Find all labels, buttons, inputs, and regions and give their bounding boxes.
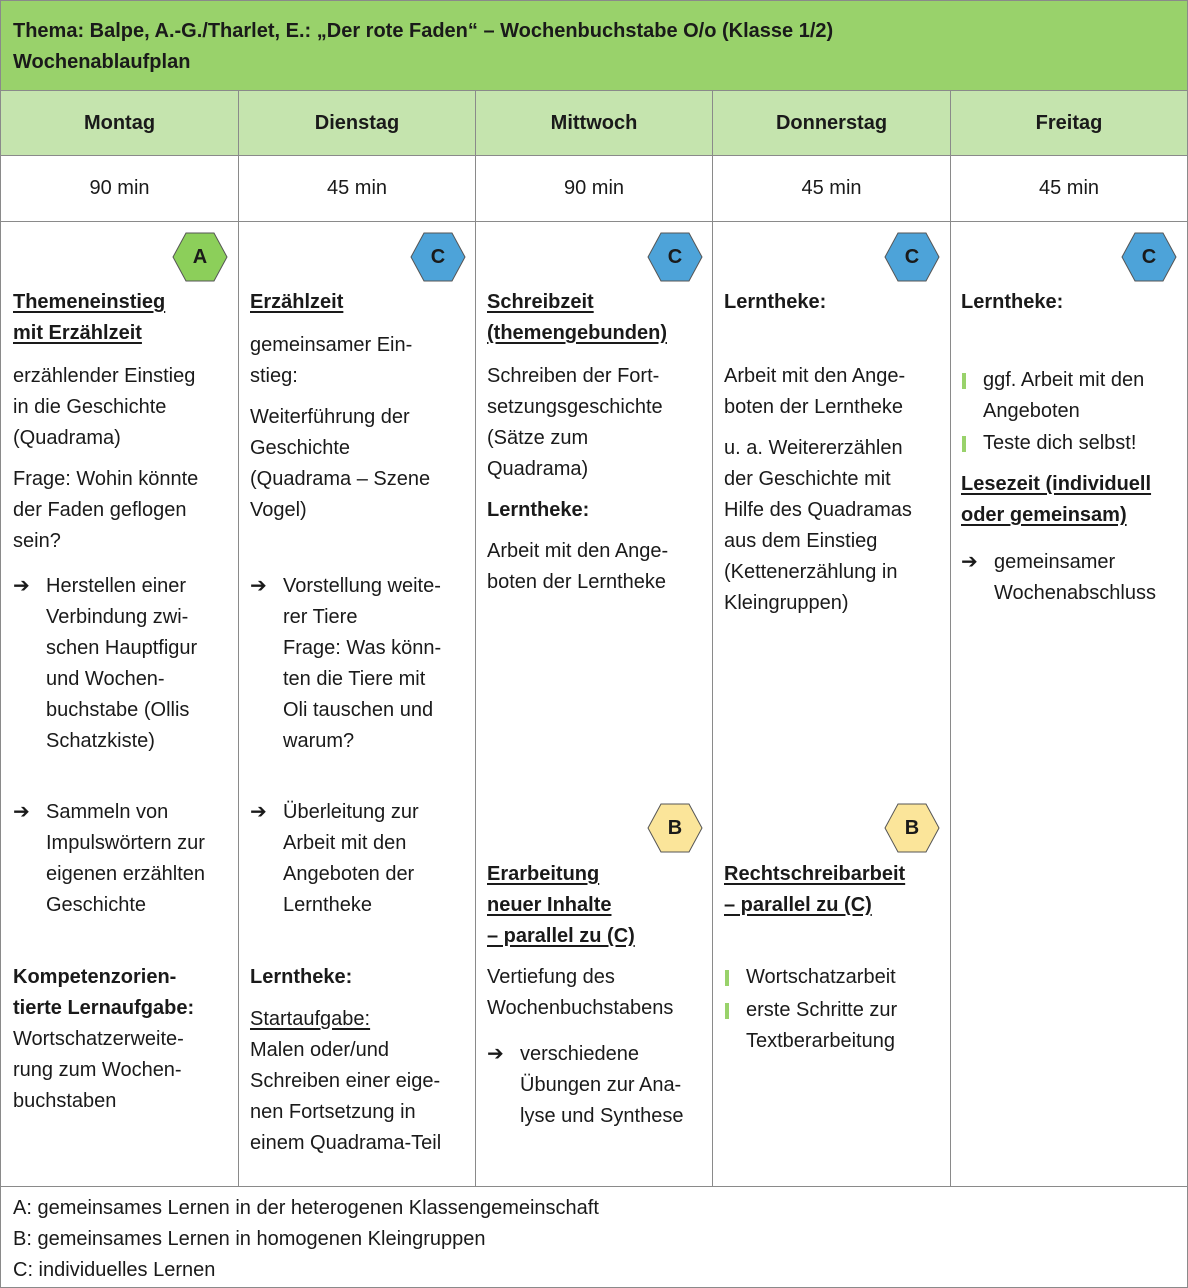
theme-title: Thema: Balpe, A.-G./Tharlet, E.: „Der rote Faden“ – Wochenbuchstabe O/o (Klasse 1/2) bbox=[13, 20, 834, 42]
text-block: erzählender Einstieg in die Geschichte (Quadrama) bbox=[13, 365, 196, 449]
section-heading: Erarbeitung neuer Inhalte – parallel zu (C) bbox=[487, 863, 635, 947]
green-bullet-icon bbox=[725, 1003, 729, 1019]
text-block: Arbeit mit den Ange- boten der Lerntheke bbox=[487, 540, 669, 593]
section-heading: Lerntheke: bbox=[961, 291, 1064, 313]
badge-label: B bbox=[667, 816, 683, 839]
arrow-right-icon: ➔ bbox=[250, 801, 267, 823]
badge-label: A bbox=[192, 245, 208, 268]
text-block: Weiterführung der Geschichte (Quadrama – Szene Vogel) bbox=[250, 406, 431, 521]
duration-thursday: 45 min bbox=[713, 156, 951, 221]
section-heading: Kompetenzorien- tierte Lernaufgabe: bbox=[13, 966, 195, 1019]
badge-label: B bbox=[904, 816, 920, 839]
list-item: Teste dich selbst! bbox=[983, 432, 1137, 454]
green-bullet-icon bbox=[725, 970, 729, 986]
badge-c-hexagon-icon bbox=[410, 232, 466, 282]
badge-c-hexagon-icon bbox=[1121, 232, 1177, 282]
day-wednesday: Mittwoch bbox=[476, 91, 713, 155]
text-block: u. a. Weitererzählen der Geschichte mit Hilfe des Quadramas aus dem Einstieg (Kettenerzählung in Kleingruppen) bbox=[724, 437, 912, 614]
legend-item-c: C: individuelles Lernen bbox=[13, 1259, 216, 1281]
text-block: Arbeit mit den Ange- boten der Lerntheke bbox=[724, 365, 906, 418]
content-row bbox=[1, 222, 1187, 1187]
badge-label: C bbox=[430, 245, 446, 268]
weekday-header-row bbox=[1, 91, 1187, 156]
list-item: erste Schritte zur Textberarbeitung bbox=[746, 999, 898, 1052]
duration-friday: 45 min bbox=[1038, 177, 1100, 199]
arrow-item: Sammeln von Impulswörtern zur eigenen erzählten Geschichte bbox=[46, 801, 206, 916]
list-item: ggf. Arbeit mit den Angeboten bbox=[983, 369, 1145, 422]
green-bullet-icon bbox=[962, 373, 966, 389]
section-heading: Lerntheke: bbox=[487, 499, 590, 521]
badge-c-hexagon-icon bbox=[884, 232, 940, 282]
section-heading: Themeneinstieg mit Erzählzeit bbox=[13, 291, 166, 344]
section-heading: Erzählzeit bbox=[250, 291, 344, 313]
section-heading: Lerntheke: bbox=[250, 966, 353, 988]
badge-label: C bbox=[904, 245, 920, 268]
column-monday bbox=[1, 222, 239, 1186]
day-tuesday: Dienstag bbox=[239, 91, 476, 155]
text-block: Vertiefung des Wochenbuchstabens bbox=[487, 966, 674, 1019]
column-tuesday bbox=[239, 222, 476, 1186]
arrow-item: gemeinsamer Wochenabschluss bbox=[994, 551, 1156, 604]
text-block: Schreiben der Fort- setzungsgeschichte (Sätze zum Quadrama) bbox=[487, 365, 663, 480]
section-heading: Rechtschreibarbeit – parallel zu (C) bbox=[724, 863, 906, 916]
duration-row bbox=[1, 156, 1187, 222]
arrow-item: Überleitung zur Arbeit mit den Angeboten der Lerntheke bbox=[283, 801, 419, 916]
text-block: gemeinsamer Ein- stieg: bbox=[250, 334, 413, 387]
arrow-item: Vorstellung weite- rer Tiere Frage: Was könn- ten die Tiere mit Oli tauschen und warum? bbox=[283, 575, 442, 752]
day-friday: Freitag bbox=[1035, 111, 1103, 134]
day-thursday: Donnerstag bbox=[713, 91, 951, 155]
arrow-item: Herstellen einer Verbindung zwi- schen Hauptfigur und Wochen- buchstabe (Ollis Schatzkiste) bbox=[46, 575, 198, 752]
duration-monday: 90 min bbox=[1, 156, 239, 221]
plan-title: Wochenablaufplan bbox=[13, 51, 191, 73]
section-heading: Lerntheke: bbox=[724, 291, 827, 313]
arrow-right-icon: ➔ bbox=[13, 801, 30, 823]
arrow-item: verschiedene Übungen zur Ana- lyse und Synthese bbox=[520, 1043, 684, 1127]
arrow-right-icon: ➔ bbox=[250, 575, 267, 597]
arrow-right-icon: ➔ bbox=[487, 1043, 504, 1065]
section-heading: Lesezeit (individuell oder gemeinsam) bbox=[961, 473, 1152, 526]
legend-item-b: B: gemeinsames Lernen in homogenen Kleingruppen bbox=[13, 1228, 486, 1250]
title-bar bbox=[1, 1, 1187, 91]
badge-b-hexagon-icon bbox=[884, 803, 940, 853]
text-block: Wortschatzerweite- rung zum Wochen- buchstaben bbox=[13, 1028, 184, 1112]
sub-heading: Startaufgabe: bbox=[250, 1008, 371, 1030]
duration-wednesday: 90 min bbox=[476, 156, 713, 221]
column-friday bbox=[951, 222, 1187, 1186]
text-block: Frage: Wohin könnte der Faden geflogen sein? bbox=[13, 468, 199, 552]
legend bbox=[13, 1193, 599, 1286]
badge-label: C bbox=[667, 245, 683, 268]
badge-a-hexagon-icon bbox=[172, 232, 228, 282]
column-thursday bbox=[713, 222, 951, 1186]
arrow-right-icon: ➔ bbox=[13, 575, 30, 597]
badge-b-hexagon-icon bbox=[647, 803, 703, 853]
arrow-right-icon: ➔ bbox=[961, 551, 978, 573]
column-wednesday bbox=[476, 222, 713, 1186]
legend-item-a: A: gemeinsames Lernen in der heterogenen Klassengemeinschaft bbox=[13, 1197, 599, 1219]
duration-tuesday: 45 min bbox=[239, 156, 476, 221]
list-item: Wortschatzarbeit bbox=[746, 966, 896, 988]
green-bullet-icon bbox=[962, 436, 966, 452]
badge-label: C bbox=[1141, 245, 1157, 268]
text-block: Malen oder/und Schreiben einer eige- nen Fortsetzung in einem Quadrama-Teil bbox=[250, 1039, 442, 1154]
section-heading: Schreibzeit (themengebunden) bbox=[487, 291, 667, 344]
day-monday: Montag bbox=[1, 91, 239, 155]
badge-c-hexagon-icon bbox=[647, 232, 703, 282]
